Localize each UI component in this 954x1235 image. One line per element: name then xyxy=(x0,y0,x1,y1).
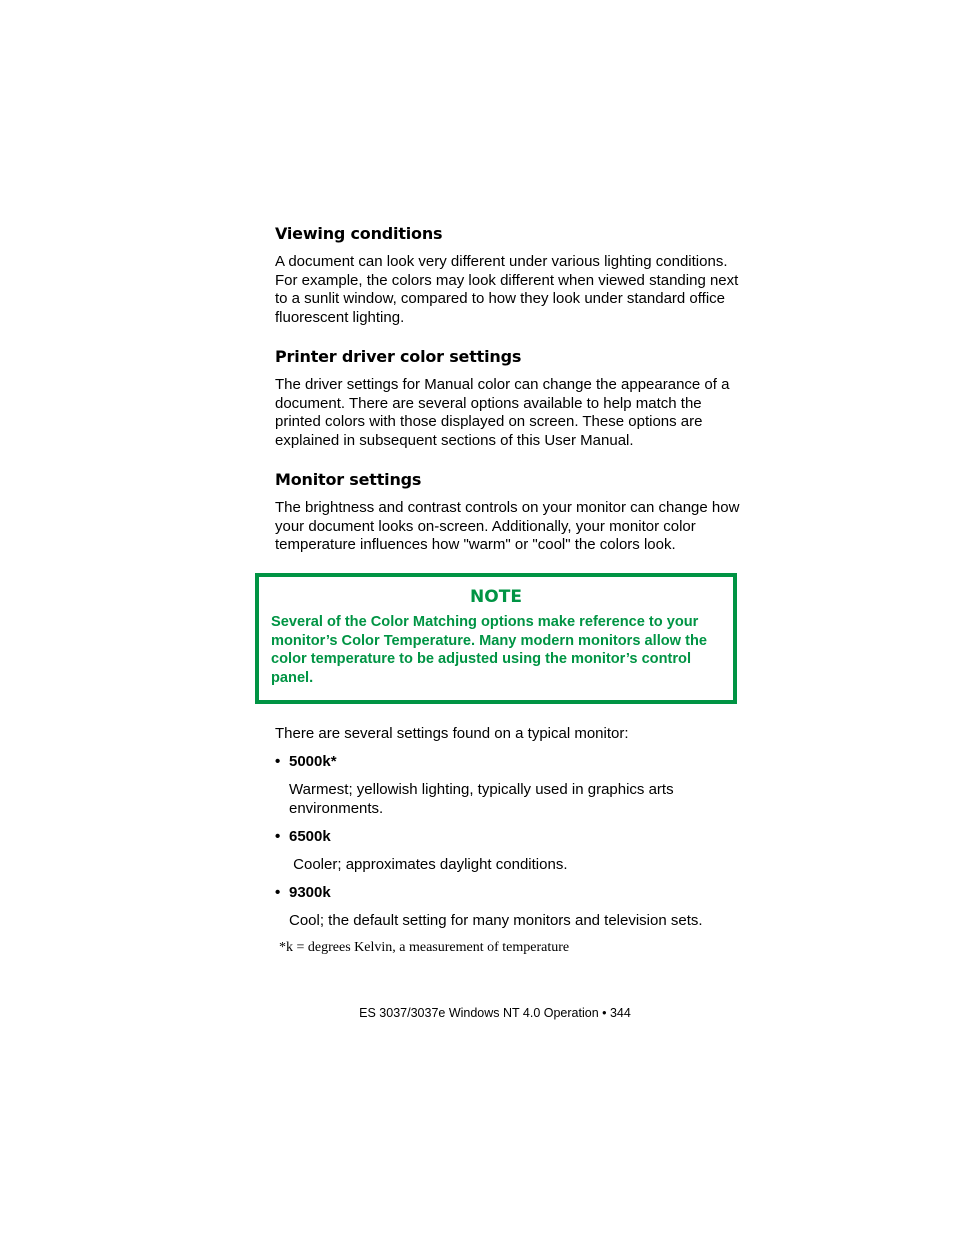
bullet-label: 9300k xyxy=(289,884,331,901)
bullet-label: 6500k xyxy=(289,828,331,845)
bullet-label: 5000k* xyxy=(289,753,337,770)
bullet-description: Cooler; approximates daylight conditions. xyxy=(289,856,568,873)
bullet-glyph: • xyxy=(275,753,281,770)
heading-printer-driver-color-settings: Printer driver color settings xyxy=(275,347,522,366)
note-text: Several of the Color Matching options make reference to your monitor’s Color Temperature. Many modern monitors allow the color temperature to be adjusted using the monitor’s control panel. xyxy=(271,614,707,687)
bullet-item-9300k xyxy=(275,884,331,901)
bullet-glyph: • xyxy=(275,884,281,901)
bullet-description: Warmest; yellowish lighting, typically used in graphics arts environments. xyxy=(289,781,674,817)
footnote: *k = degrees Kelvin, a measurement of temperature xyxy=(279,940,570,955)
note-box xyxy=(255,573,737,704)
paragraph-monitor-settings: The brightness and contrast controls on your monitor can change how your document looks on-screen. Additionally, your monitor color temperature influences how "warm" or "cool" the colors look. xyxy=(275,499,740,554)
bullet-glyph: • xyxy=(275,828,281,845)
note-title: NOTE xyxy=(470,587,522,607)
bullet-description: Cool; the default setting for many monitors and television sets. xyxy=(289,912,703,929)
settings-intro: There are several settings found on a typical monitor: xyxy=(275,725,629,742)
heading-monitor-settings: Monitor settings xyxy=(275,470,422,489)
bullet-item-5000k xyxy=(275,753,337,770)
paragraph-printer-driver-color-settings: The driver settings for Manual color can change the appearance of a document. There are several options available to help match the printed colors with those displayed on screen. These options are explained in subsequent sections of this User Manual. xyxy=(275,376,730,450)
heading-viewing-conditions: Viewing conditions xyxy=(275,224,443,243)
page-footer: ES 3037/3037e Windows NT 4.0 Operation • 344 xyxy=(359,1006,631,1020)
paragraph-viewing-conditions: A document can look very different under various lighting conditions. For example, the colors may look different when viewed standing next to a sunlit window, compared to how they look under standard office fluorescent lighting. xyxy=(275,253,739,327)
bullet-item-6500k xyxy=(275,828,331,845)
